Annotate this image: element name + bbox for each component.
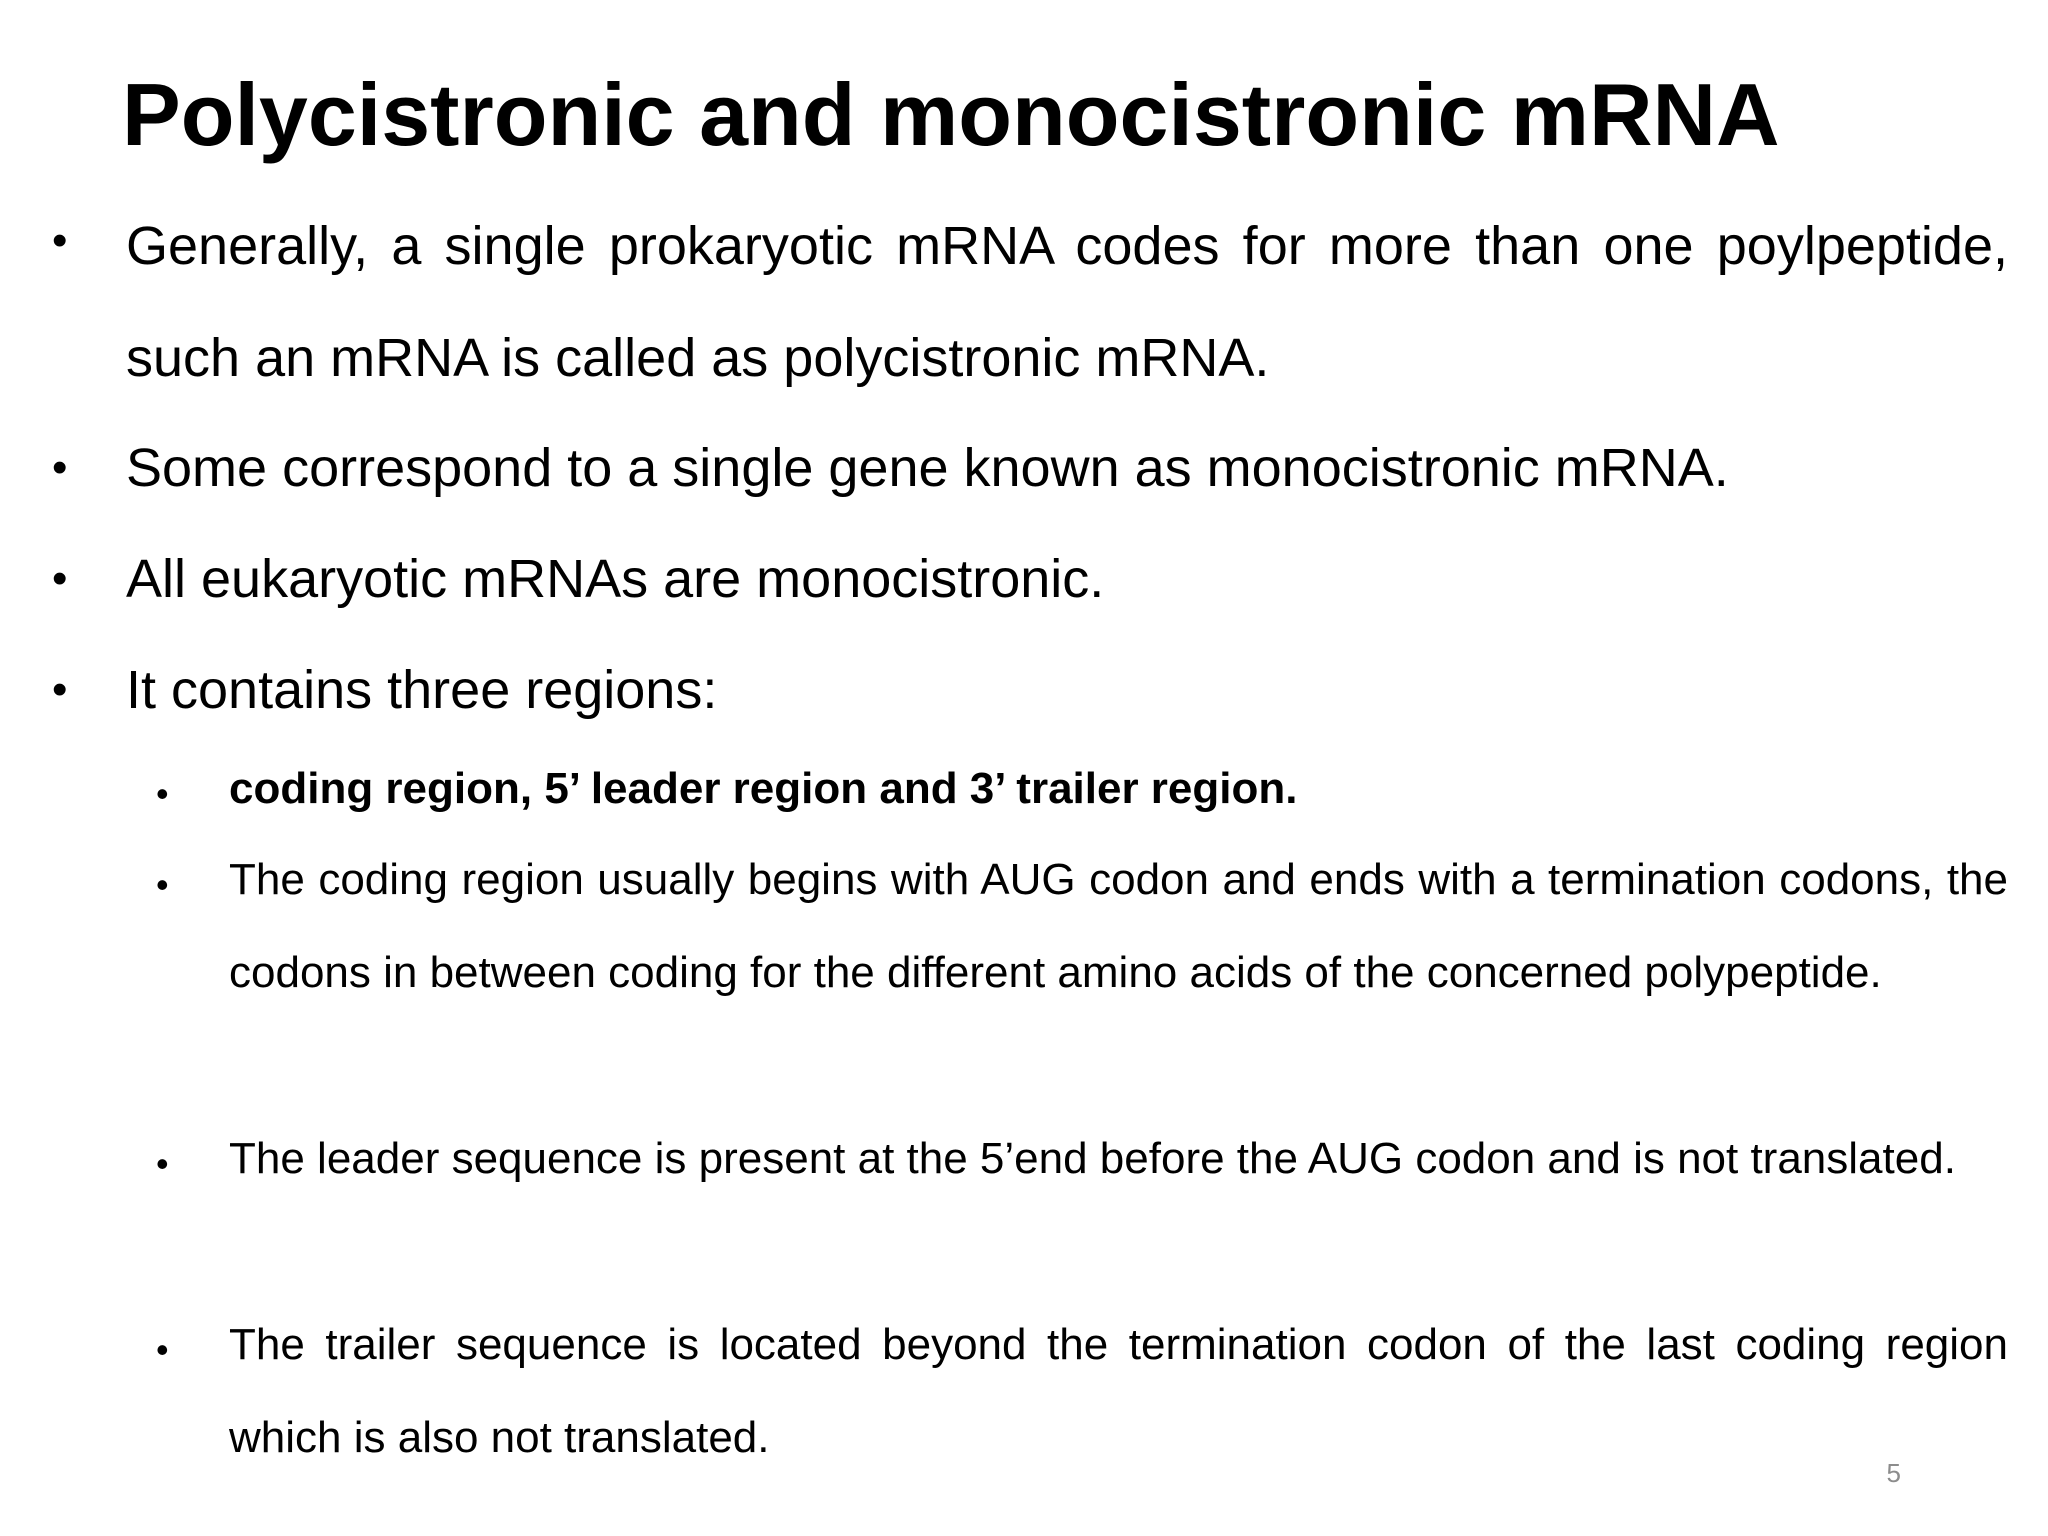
sub-bullet-marker: • [156, 1329, 169, 1370]
sub-bullet-leader-sequence: The leader sequence is present at the 5’end before the AUG codon and is not translated. [229, 1134, 1956, 1183]
bullet-marker: • [52, 216, 68, 265]
page-number: 5 [1886, 1458, 1901, 1488]
bullet-marker: • [52, 443, 68, 492]
bullet-item-monocistronic: Some correspond to a single gene known as monocistronic mRNA. [126, 438, 1729, 498]
sub-bullet-marker: • [156, 1143, 169, 1184]
bullet-item-polycistronic: Generally, a single prokaryotic mRNA codes for more than one poylpeptide, such an mRNA is called as polycistronic mRNA. [126, 216, 2008, 388]
sub-bullet-regions: coding region, 5’ leader region and 3’ trailer region. [229, 764, 1298, 813]
bullet-marker: • [52, 665, 68, 714]
slide-title: Polycistronic and monocistronic mRNA [122, 65, 1780, 164]
sub-bullet-marker: • [156, 864, 169, 905]
bullet-marker: • [52, 554, 68, 603]
sub-bullet-trailer-sequence: The trailer sequence is located beyond the termination codon of the last coding region which is also not translated. [229, 1320, 2008, 1462]
bullet-item-three-regions: It contains three regions: [126, 660, 718, 720]
sub-bullet-coding-region: The coding region usually begins with AUG codon and ends with a termination codons, the codons in between coding for the different amino acids of the concerned polypeptide. [229, 855, 2008, 997]
sub-bullet-marker: • [156, 773, 169, 814]
bullet-item-eukaryotic: All eukaryotic mRNAs are monocistronic. [126, 549, 1105, 609]
